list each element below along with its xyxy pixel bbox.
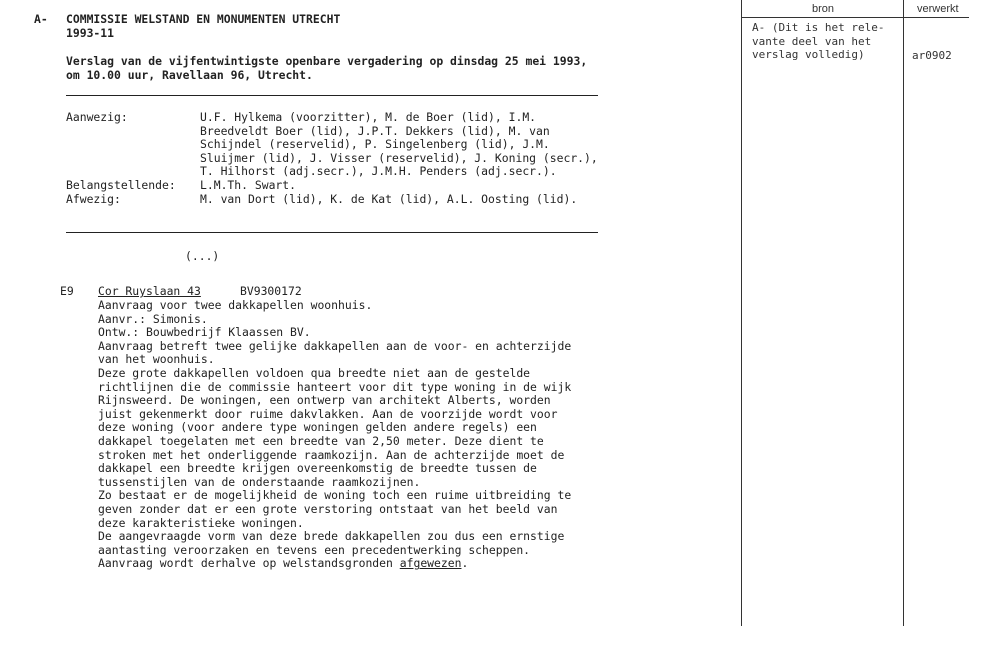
item-case-number: BV9300172	[240, 284, 302, 298]
body-line: dakkapel toegelaten met een breedte van 2,50 meter. Deze dient te	[98, 433, 544, 448]
margin-line-middle	[903, 0, 904, 626]
decision-line	[98, 557, 571, 571]
body-line: Ontw.: Bouwbedrijf Klaassen BV.	[98, 325, 311, 340]
body-line: Aanvraag betreft twee gelijke dakkapellen aan de voor- en achterzijde	[98, 338, 572, 353]
body-line: dakkapel een breedte krijgen overeenkomstig de breedte tussen de	[98, 461, 537, 476]
body-line: deze karakteristieke woningen.	[98, 515, 304, 530]
body-line: richtlijnen die de commissie hanteert voor dit type woning in de wijk	[98, 379, 572, 394]
stakeholder-value: L.M.Th. Swart.	[200, 178, 297, 192]
item-address: Cor Ruyslaan 43	[98, 284, 201, 298]
divider-top	[66, 95, 598, 96]
margin-line-left	[741, 0, 742, 626]
column-header-verwerkt: verwerkt	[917, 3, 959, 15]
body-line: Rijnsweerd. De woningen, een ontwerp van architekt Alberts, worden	[98, 393, 551, 408]
body-line: De aangevraagde vorm van deze brede dakkapellen zou dus een ernstige	[98, 529, 565, 544]
body-line: Aanvraag voor twee dakkapellen woonhuis.	[98, 298, 373, 312]
body-line: deze woning (voor andere type woningen gelden andere regels) een	[98, 420, 537, 435]
omission-marker: (...)	[185, 249, 220, 263]
present-line: Breedveldt Boer (lid), J.P.T. Dekkers (lid), M. van	[200, 123, 550, 138]
present-line: T. Hilhorst (adj.secr.), J.M.H. Penders (adj.secr.).	[200, 164, 557, 179]
margin-note-line: vante deel van het	[752, 34, 872, 48]
absent-label: Afwezig:	[66, 192, 121, 206]
margin-header-rule	[741, 17, 969, 18]
present-label: Aanwezig:	[66, 110, 128, 124]
item-number: E9	[60, 284, 74, 298]
section-prefix: A-	[34, 12, 48, 26]
body-line: van het woonhuis.	[98, 352, 215, 367]
absent-value: M. van Dort (lid), K. de Kat (lid), A.L. Oosting (lid).	[200, 192, 578, 206]
column-header-bron: bron	[812, 3, 835, 15]
decision-word: afgewezen	[399, 556, 462, 571]
margin-note	[752, 21, 884, 62]
report-line-2: om 10.00 uur, Ravellaan 96, Utrecht.	[66, 68, 313, 82]
margin-note-line: verslag volledig)	[752, 48, 865, 61]
document-code: 1993-11	[66, 26, 115, 40]
body-line: tussenstijlen van de onderstaande raamkozijnen.	[98, 474, 421, 489]
body-line: Zo bestaat er de mogelijkheid de woning toch een ruime uitbreiding te	[98, 488, 572, 503]
body-line: Aanvr.: Simonis.	[98, 311, 208, 326]
present-line: Sluijmer (lid), J. Visser (reservelid), J. Koning (secr.),	[200, 150, 598, 165]
divider-bottom	[66, 232, 598, 233]
body-line: Deze grote dakkapellen voldoen qua breedte niet aan de gestelde	[98, 365, 531, 380]
decision-prefix: Aanvraag wordt derhalve op welstandsgronden	[98, 556, 400, 571]
document-title: COMMISSIE WELSTAND EN MONUMENTEN UTRECHT	[66, 12, 341, 26]
item-body	[98, 299, 571, 571]
present-line: Schijndel (reservelid), P. Singelenberg (lid), J.M.	[200, 137, 550, 152]
body-line: aantasting veroorzaken en tevens een precedentwerking scheppen.	[98, 542, 531, 557]
decision-suffix: .	[461, 556, 469, 571]
report-line-1: Verslag van de vijfentwintigste openbare vergadering op dinsdag 25 mei 1993,	[66, 54, 588, 68]
body-line: stroken met het onderliggende raamkozijn. Aan de achterzijde moet de	[98, 447, 565, 462]
present-list	[200, 111, 598, 179]
body-line: juist gekenmerkt door ruime dakvlakken. Aan de voorzijde wordt voor	[98, 406, 558, 421]
margin-note-line: A- (Dit is het rele-	[752, 21, 885, 34]
body-line: geven zonder dat er een grote verstoring ontstaat van het beeld van	[98, 501, 558, 516]
present-line: U.F. Hylkema (voorzitter), M. de Boer (lid), I.M.	[200, 110, 537, 124]
stakeholder-label: Belangstellende:	[66, 178, 176, 192]
margin-reference: ar0902	[912, 49, 952, 62]
